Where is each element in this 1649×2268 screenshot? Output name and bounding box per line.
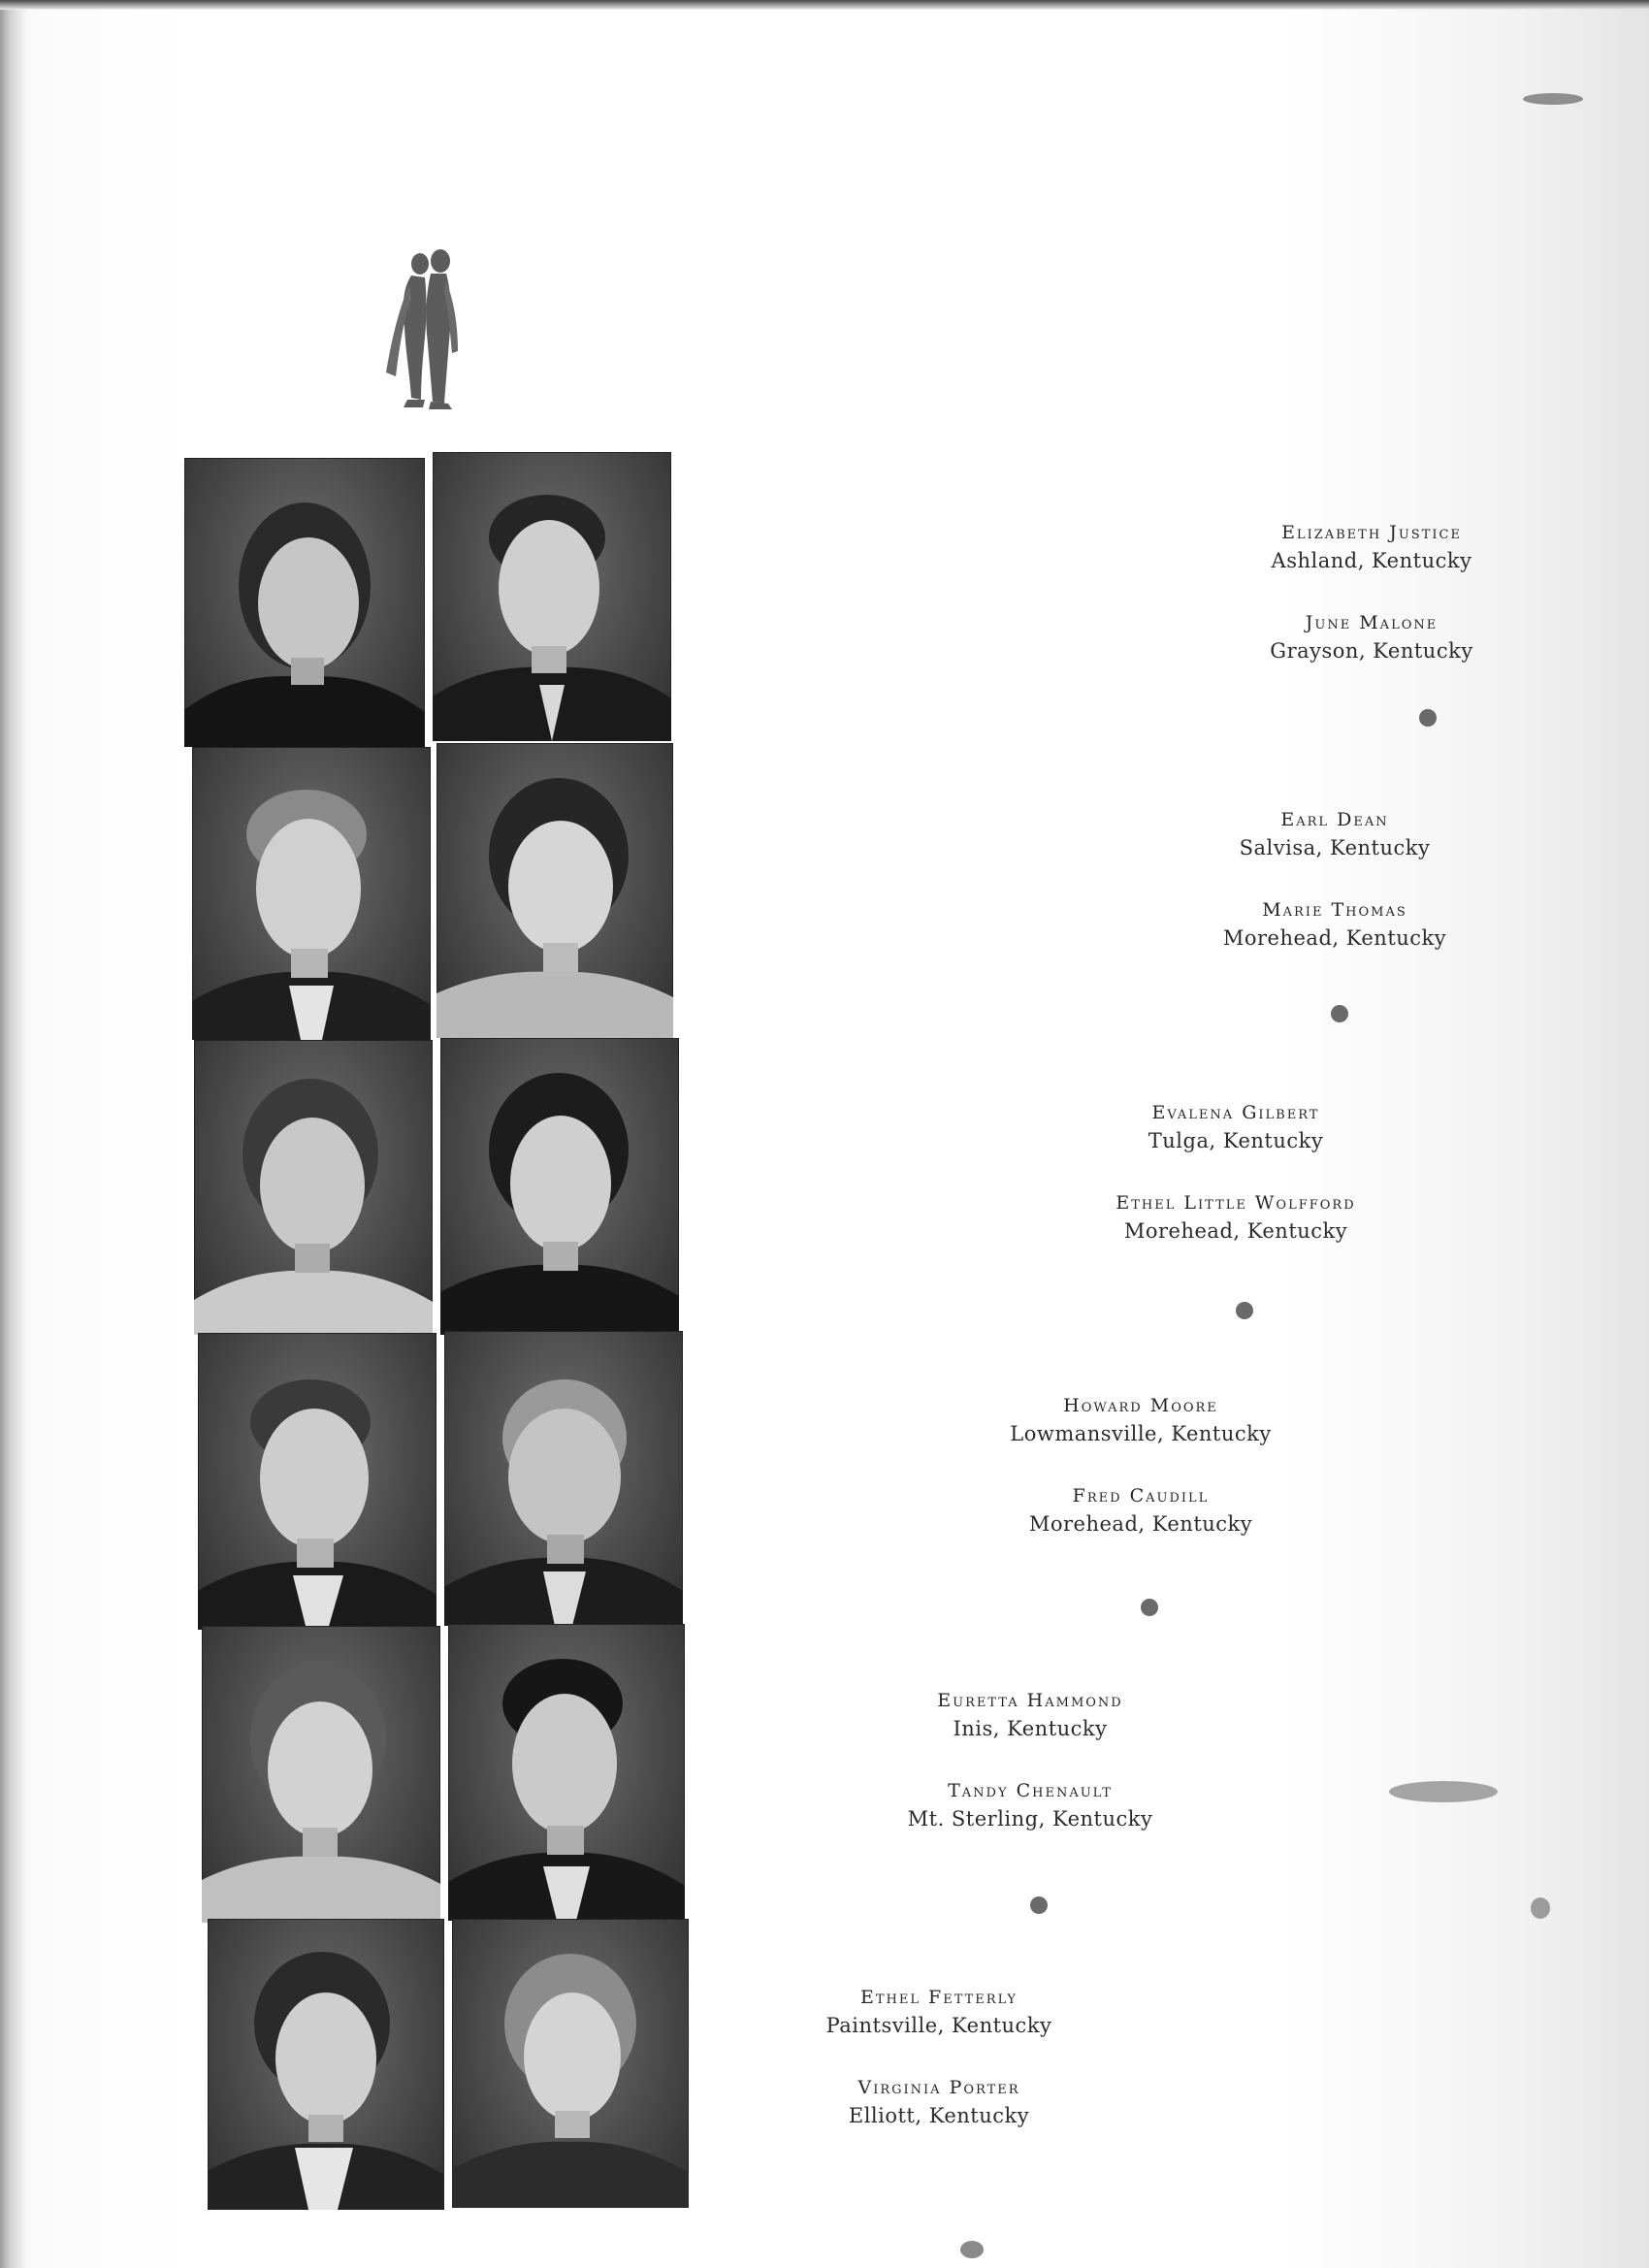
- student-name: Euretta Hammond: [937, 1690, 1123, 1711]
- dot-separator-icon: [1331, 1005, 1348, 1022]
- portrait-euretta-hammond: [202, 1626, 440, 1923]
- student-name: Marie Thomas: [1262, 899, 1407, 921]
- student-name: Ethel Fetterly: [860, 1987, 1018, 2008]
- portrait-grid: [180, 452, 698, 2208]
- student-name: Fred Caudill: [1072, 1485, 1210, 1507]
- dot-separator-icon: [1141, 1599, 1158, 1616]
- dot-separator-icon: [1236, 1302, 1253, 1319]
- student-hometown: Morehead, Kentucky: [1028, 1512, 1253, 1536]
- caption-group: [1061, 1104, 1410, 1242]
- portrait-evalena-gilbert: [194, 1040, 433, 1335]
- dot-separator-icon: [1419, 709, 1437, 727]
- page-top-edge: [0, 0, 1649, 10]
- portrait-fred-caudill: [444, 1331, 683, 1626]
- paper-blemish: [1531, 1897, 1550, 1919]
- student-name: June Malone: [1305, 612, 1439, 633]
- caption-group: [966, 1397, 1315, 1535]
- portrait-marie-thomas: [436, 743, 673, 1038]
- paper-blemish: [960, 2241, 984, 2258]
- student-hometown: Inis, Kentucky: [953, 1717, 1108, 1740]
- portrait-ethel-fetterly: [208, 1919, 444, 2210]
- student-name: Evalena Gilbert: [1151, 1102, 1320, 1123]
- portrait-ethel-little-wolfford: [440, 1038, 679, 1335]
- student-name: Ethel Little Wolfford: [1116, 1192, 1356, 1214]
- student-hometown: Grayson, Kentucky: [1270, 639, 1473, 663]
- student-name: Virginia Porter: [857, 2077, 1020, 2098]
- student-hometown: Morehead, Kentucky: [1222, 926, 1447, 950]
- portrait-june-malone: [433, 452, 671, 741]
- student-hometown: Salvisa, Kentucky: [1239, 836, 1431, 859]
- student-hometown: Tulga, Kentucky: [1148, 1129, 1324, 1152]
- student-name: Howard Moore: [1063, 1395, 1218, 1416]
- page-binding-shadow: [0, 10, 27, 2268]
- dot-separator-icon: [1030, 1896, 1048, 1914]
- student-hometown: Morehead, Kentucky: [1123, 1219, 1348, 1243]
- portrait-elizabeth-justice: [184, 458, 425, 747]
- caption-group: [856, 1692, 1205, 1830]
- student-hometown: Paintsville, Kentucky: [825, 2014, 1052, 2037]
- student-hometown: Lowmansville, Kentucky: [1010, 1422, 1272, 1445]
- portrait-howard-moore: [198, 1333, 436, 1630]
- student-hometown: Elliott, Kentucky: [848, 2104, 1030, 2127]
- caption-group: [1197, 524, 1546, 662]
- student-hometown: Mt. Sterling, Kentucky: [907, 1807, 1153, 1831]
- portrait-earl-dean: [192, 747, 431, 1040]
- student-hometown: Ashland, Kentucky: [1271, 549, 1472, 572]
- classical-figures-emblem-icon: [382, 244, 479, 411]
- student-name: Earl Dean: [1280, 809, 1389, 830]
- caption-group: [764, 1989, 1114, 2126]
- paper-blemish: [1523, 93, 1583, 105]
- student-name: Tandy Chenault: [948, 1780, 1113, 1801]
- paper-blemish: [1389, 1781, 1498, 1802]
- student-name: Elizabeth Justice: [1281, 522, 1462, 543]
- portrait-tandy-chenault: [448, 1624, 685, 1921]
- portrait-virginia-porter: [452, 1919, 689, 2208]
- caption-group: [1160, 811, 1509, 949]
